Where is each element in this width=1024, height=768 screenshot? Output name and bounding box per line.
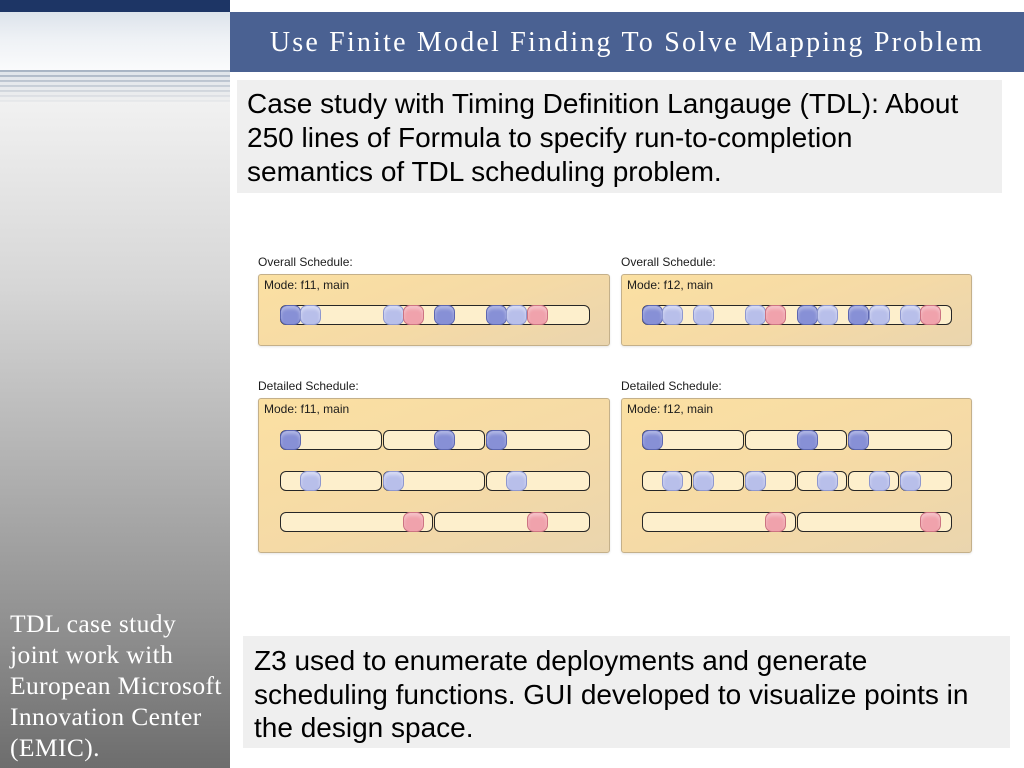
schedule-panel-detailed-f11 bbox=[258, 398, 610, 553]
timeline-track bbox=[280, 430, 590, 450]
timeline-track bbox=[280, 305, 590, 325]
task-chip-dark bbox=[797, 305, 818, 325]
task-chip-pink bbox=[403, 512, 424, 532]
task-chip-light bbox=[662, 471, 683, 491]
task-chip-pink bbox=[527, 512, 548, 532]
task-chip-light bbox=[869, 471, 890, 491]
task-chip-pink bbox=[765, 305, 786, 325]
task-chip-pink bbox=[765, 512, 786, 532]
task-chip-pink bbox=[403, 305, 424, 325]
schedule-panel-overall-f11 bbox=[258, 274, 610, 346]
sidebar-note-line: Innovation Center bbox=[10, 702, 202, 731]
task-chip-dark bbox=[280, 305, 301, 325]
summary-text-line: Z3 used to enumerate deployments and generate bbox=[254, 645, 868, 676]
mode-label: Mode: f12, main bbox=[627, 402, 714, 416]
sidebar-note-line: TDL case study bbox=[10, 609, 177, 638]
timeline-segment bbox=[434, 512, 590, 532]
task-chip-light bbox=[900, 305, 921, 325]
summary-text-line: scheduling functions. GUI developed to visualize points in bbox=[254, 678, 969, 710]
intro-text-line: 250 lines of Formula to specify run-to-completion bbox=[247, 122, 853, 153]
task-chip-dark bbox=[434, 430, 455, 450]
intro-text-box bbox=[237, 80, 1002, 193]
schedule-viewer-screenshot bbox=[250, 248, 980, 560]
sidebar-header-area bbox=[0, 12, 230, 70]
task-chip-light bbox=[745, 305, 766, 325]
task-chip-light bbox=[300, 471, 321, 491]
task-chip-pink bbox=[527, 305, 548, 325]
task-chip-light bbox=[383, 305, 404, 325]
sidebar-note bbox=[10, 608, 228, 763]
task-chip-light bbox=[817, 471, 838, 491]
task-chip-dark bbox=[797, 430, 818, 450]
task-chip-dark bbox=[642, 430, 663, 450]
panel-heading: Overall Schedule: bbox=[621, 255, 716, 269]
timeline-segment bbox=[486, 471, 590, 491]
panel-heading: Overall Schedule: bbox=[258, 255, 353, 269]
task-chip-light bbox=[506, 305, 527, 325]
sidebar-note-line: joint work with bbox=[10, 640, 174, 669]
sidebar-note-line: (EMIC). bbox=[10, 733, 100, 762]
mode-label: Mode: f12, main bbox=[627, 278, 714, 292]
sidebar-stripes bbox=[0, 70, 230, 102]
task-chip-dark bbox=[280, 430, 301, 450]
task-chip-light bbox=[300, 305, 321, 325]
sidebar-note-line: European Microsoft bbox=[10, 671, 222, 700]
task-chip-dark bbox=[486, 305, 507, 325]
task-chip-light bbox=[745, 471, 766, 491]
panel-heading: Detailed Schedule: bbox=[621, 379, 722, 393]
timeline-track bbox=[642, 305, 952, 325]
timeline-segment bbox=[280, 471, 382, 491]
title-bar bbox=[230, 12, 1024, 72]
intro-text-line: Case study with Timing Definition Langauge (TDL): About bbox=[247, 88, 959, 119]
task-chip-light bbox=[869, 305, 890, 325]
task-chip-light bbox=[817, 305, 838, 325]
timeline-track bbox=[642, 471, 952, 491]
task-chip-light bbox=[900, 471, 921, 491]
timeline-track bbox=[280, 471, 590, 491]
task-chip-pink bbox=[920, 305, 941, 325]
task-chip-dark bbox=[434, 305, 455, 325]
timeline-track bbox=[642, 512, 952, 532]
task-chip-pink bbox=[920, 512, 941, 532]
task-chip-light bbox=[506, 471, 527, 491]
timeline-segment bbox=[745, 430, 847, 450]
summary-text-box bbox=[243, 636, 1010, 748]
task-chip-dark bbox=[486, 430, 507, 450]
mode-label: Mode: f11, main bbox=[264, 278, 350, 292]
timeline-track bbox=[280, 512, 590, 532]
task-chip-light bbox=[383, 471, 404, 491]
task-chip-dark bbox=[848, 430, 869, 450]
sidebar-top-band bbox=[0, 0, 230, 12]
summary-text-line: the design space. bbox=[254, 712, 474, 743]
slide-title: Use Finite Model Finding To Solve Mapping Problem bbox=[269, 27, 985, 58]
task-chip-light bbox=[693, 471, 714, 491]
task-chip-dark bbox=[848, 305, 869, 325]
schedule-panel-detailed-f12 bbox=[621, 398, 972, 553]
intro-text-line: semantics of TDL scheduling problem. bbox=[247, 156, 722, 187]
panel-heading: Detailed Schedule: bbox=[258, 379, 359, 393]
task-chip-light bbox=[662, 305, 683, 325]
schedule-panel-overall-f12 bbox=[621, 274, 972, 346]
timeline-track bbox=[642, 430, 952, 450]
task-chip-light bbox=[693, 305, 714, 325]
mode-label: Mode: f11, main bbox=[264, 402, 350, 416]
task-chip-dark bbox=[642, 305, 663, 325]
